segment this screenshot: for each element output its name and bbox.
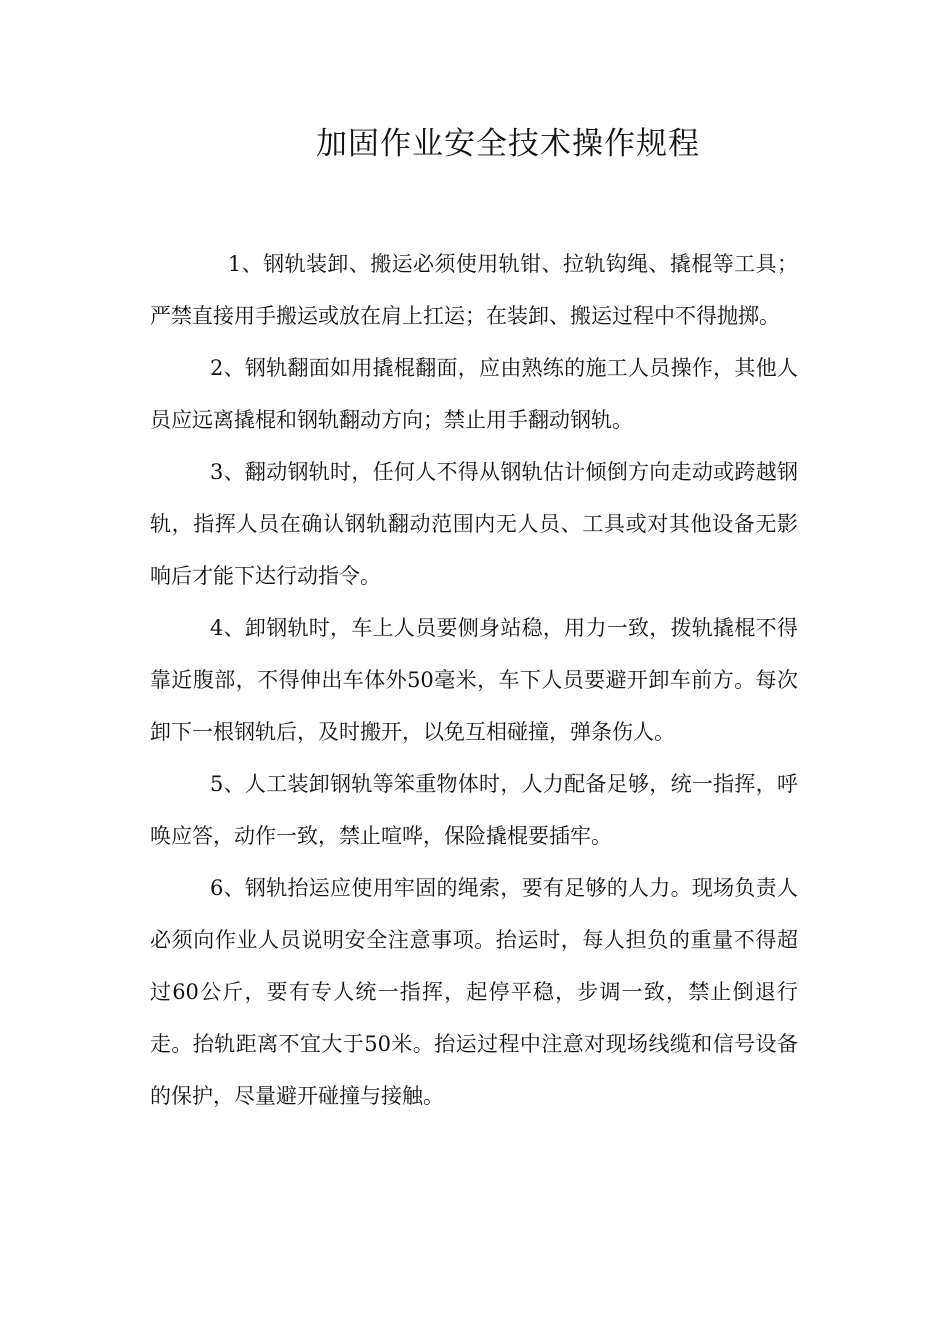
paragraph-1: 1、钢轨装卸、搬运必须使用轨钳、拉轨钩绳、撬棍等工具；严禁直接用手搬运或放在肩上扛运；在装卸、搬运过程中不得抛掷。: [150, 252, 798, 328]
paragraph-3: 3、翻动钢轨时，任何人不得从钢轨估计倾倒方向走动或跨越钢轨，指挥人员在确认钢轨翻动范围内无人员、工具或对其他设备无影响后才能下达行动指令。: [150, 460, 798, 588]
paragraph-4: 4、卸钢轨时，车上人员要侧身站稳，用力一致，拨轨撬棍不得靠近腹部，不得伸出车体外50毫米，车下人员要避开卸车前方。每次卸下一根钢轨后，及时搬开，以免互相碰撞，弹条伤人。: [150, 616, 798, 744]
paragraph-5: 5、人工装卸钢轨等笨重物体时，人力配备足够，统一指挥，呼唤应答，动作一致，禁止喧哗，保险撬棍要插牢。: [150, 772, 798, 848]
document-title: 加固作业安全技术操作规程: [316, 126, 700, 162]
paragraph-2: 2、钢轨翻面如用撬棍翻面，应由熟练的施工人员操作，其他人员应远离撬棍和钢轨翻动方向；禁止用手翻动钢轨。: [150, 356, 798, 432]
document-body: [150, 238, 798, 1122]
paragraph-6: 6、钢轨抬运应使用牢固的绳索，要有足够的人力。现场负责人必须向作业人员说明安全注意事项。抬运时，每人担负的重量不得超过60公斤，要有专人统一指挥，起停平稳，步调一致，禁止倒退行走。抬轨距离不宜大于50米。抬运过程中注意对现场线缆和信号设备的保护，尽量避开碰撞与接触。: [150, 876, 798, 1108]
